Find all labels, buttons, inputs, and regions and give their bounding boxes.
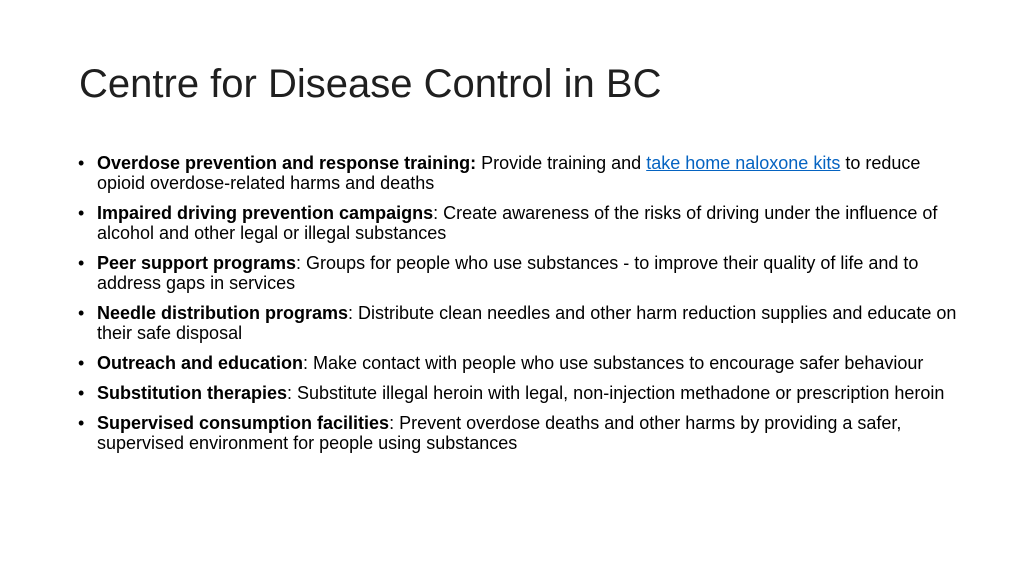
bullet-text: : Substitute illegal heroin with legal, non-injection methadone or prescription heroin bbox=[287, 383, 945, 403]
bullet-list bbox=[78, 153, 958, 463]
bullet-term: Supervised consumption facilities bbox=[97, 413, 390, 433]
bullet-term: Peer support programs bbox=[97, 253, 297, 273]
bullet-icon: • bbox=[78, 353, 85, 373]
bullet-item-impaired-driving bbox=[78, 203, 958, 243]
bullet-item-needle-distribution bbox=[78, 303, 958, 343]
bullet-item-supervised-consumption bbox=[78, 413, 958, 453]
bullet-text: : Make contact with people who use substances to encourage safer behaviour bbox=[303, 353, 924, 373]
bullet-text: : Prevent overdose deaths and other harms by providing a safer, supervised environment for people using substances bbox=[97, 413, 902, 453]
bullet-item-substitution-therapies bbox=[78, 383, 958, 403]
naloxone-kits-link[interactable]: take home naloxone kits bbox=[646, 153, 841, 173]
bullet-text: Provide training and bbox=[476, 153, 647, 173]
bullet-term: Substitution therapies bbox=[97, 383, 288, 403]
bullet-icon: • bbox=[78, 203, 85, 223]
bullet-item-peer-support bbox=[78, 253, 958, 293]
bullet-text: : Create awareness of the risks of driving under the influence of alcohol and other legal or illegal substances bbox=[97, 203, 938, 243]
bullet-item-overdose-training bbox=[78, 153, 958, 193]
bullet-icon: • bbox=[78, 153, 85, 173]
bullet-term: Impaired driving prevention campaigns bbox=[97, 203, 434, 223]
bullet-text: : Groups for people who use substances - to improve their quality of life and to address gaps in services bbox=[97, 253, 919, 293]
bullet-term: Overdose prevention and response training: bbox=[97, 153, 477, 173]
bullet-item-outreach-education bbox=[78, 353, 958, 373]
bullet-icon: • bbox=[78, 413, 85, 433]
bullet-icon: • bbox=[78, 303, 85, 323]
slide-title: Centre for Disease Control in BC bbox=[79, 62, 662, 106]
bullet-text: to reduce opioid overdose-related harms and deaths bbox=[97, 153, 921, 193]
bullet-term: Needle distribution programs bbox=[97, 303, 349, 323]
bullet-term: Outreach and education bbox=[97, 353, 304, 373]
bullet-icon: • bbox=[78, 383, 85, 403]
bullet-text: : Distribute clean needles and other harm reduction supplies and educate on their safe disposal bbox=[97, 303, 957, 343]
bullet-icon: • bbox=[78, 253, 85, 273]
